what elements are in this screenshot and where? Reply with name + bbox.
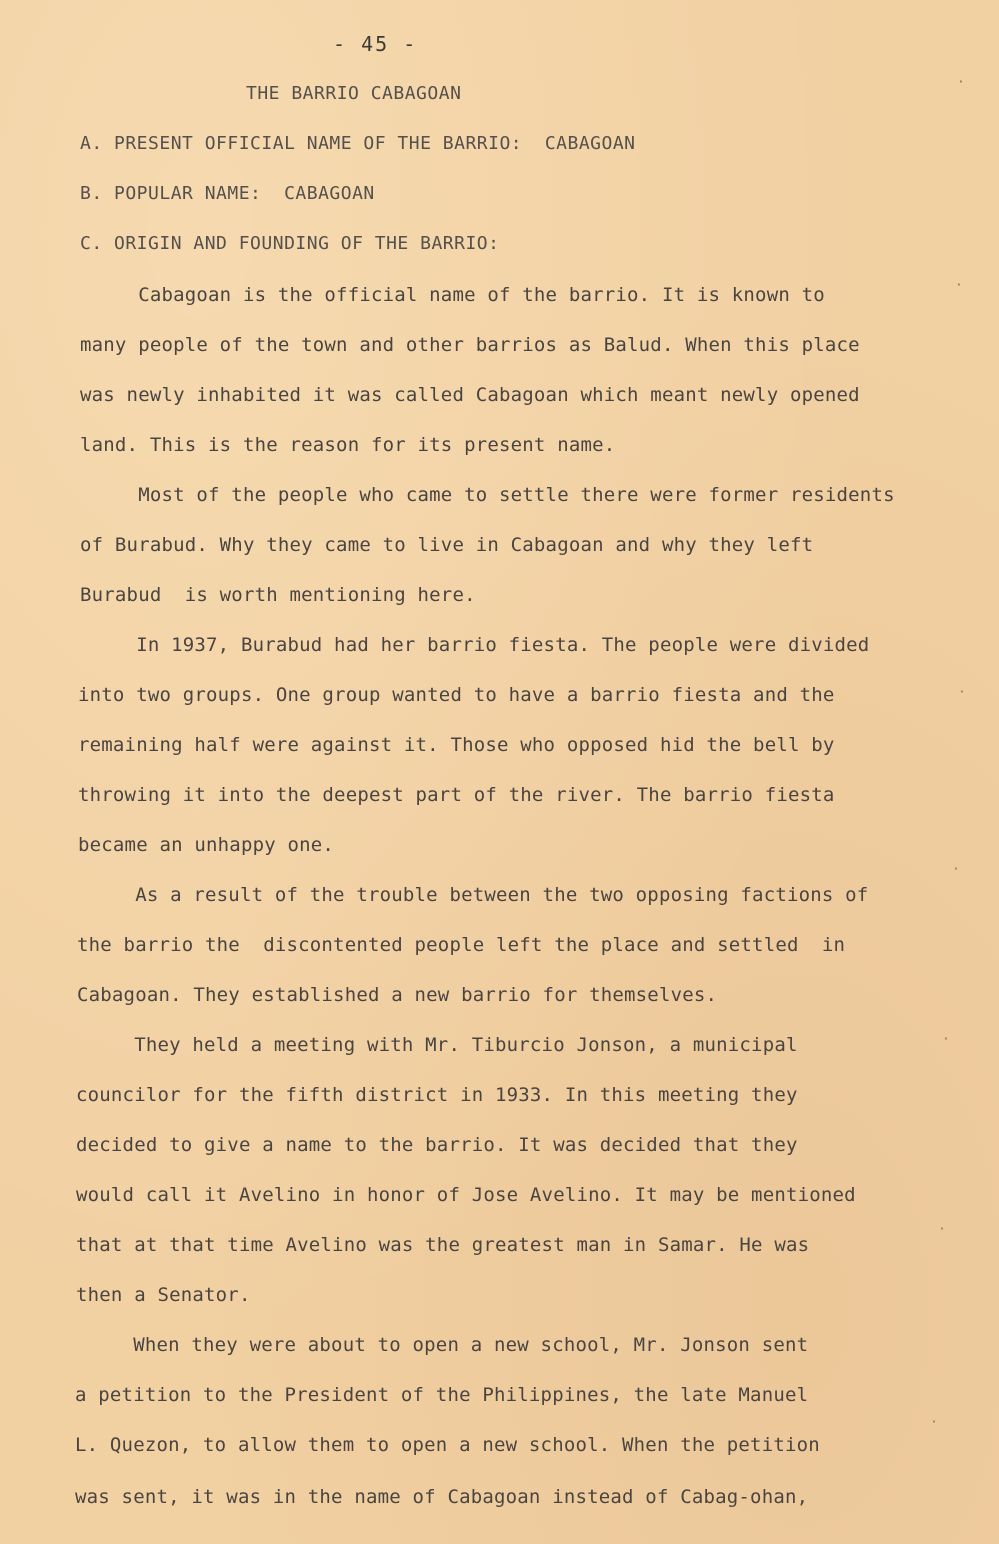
margin-speck: · [930, 1415, 938, 1430]
paragraph-line: As a result of the trouble between the two opposing factions of [77, 884, 869, 906]
heading-popular-name: B. POPULAR NAME: CABAGOAN [80, 183, 375, 204]
paragraph-line: became an unhappy one. [78, 834, 335, 856]
paragraph-line: a petition to the President of the Philippines, the late Manuel [75, 1384, 809, 1406]
paragraph-line: remaining half were against it. Those who opposed hid the bell by [78, 734, 835, 756]
paragraph-line: was sent, it was in the name of Cabagoan instead of Cabag-ohan, [75, 1486, 809, 1508]
paragraph-line: the barrio the discontented people left the place and settled in [77, 934, 846, 956]
paragraph-line: of Burabud. Why they came to live in Cabagoan and why they left [80, 534, 814, 556]
page-number: - 45 - [333, 32, 418, 56]
paragraph-line: then a Senator. [76, 1284, 251, 1306]
paragraph-line: land. This is the reason for its present name. [80, 434, 616, 456]
paragraph-line: Burabud is worth mentioning here. [80, 584, 476, 606]
paragraph-line: decided to give a name to the barrio. It was decided that they [76, 1134, 798, 1156]
margin-speck: · [957, 75, 965, 90]
margin-speck: · [955, 278, 963, 293]
paragraph-line: was newly inhabited it was called Cabagoan which meant newly opened [80, 384, 860, 406]
margin-speck: · [952, 862, 960, 877]
paragraph-line: Cabagoan is the official name of the barrio. It is known to [80, 284, 825, 306]
paragraph-line: throwing it into the deepest part of the river. The barrio fiesta [78, 784, 835, 806]
paragraph-line: councilor for the fifth district in 1933. In this meeting they [76, 1084, 798, 1106]
paragraph-line: In 1937, Burabud had her barrio fiesta. The people were divided [78, 634, 870, 656]
margin-speck: · [958, 685, 966, 700]
paragraph-line: Cabagoan. They established a new barrio for themselves. [77, 984, 718, 1006]
paragraph-line: into two groups. One group wanted to have a barrio fiesta and the [78, 684, 835, 706]
paragraph-line: would call it Avelino in honor of Jose Avelino. It may be mentioned [76, 1184, 856, 1206]
heading-present-official-name: A. PRESENT OFFICIAL NAME OF THE BARRIO: CABAGOAN [80, 133, 636, 154]
paragraph-line: Most of the people who came to settle there were former residents [80, 484, 895, 506]
paragraph-line: They held a meeting with Mr. Tiburcio Jonson, a municipal [76, 1034, 798, 1056]
paragraph-line: When they were about to open a new school, Mr. Jonson sent [75, 1334, 809, 1356]
paragraph-line: L. Quezon, to allow them to open a new school. When the petition [75, 1434, 820, 1456]
heading-origin-and-founding: C. ORIGIN AND FOUNDING OF THE BARRIO: [80, 233, 500, 254]
margin-speck: · [942, 1032, 950, 1047]
margin-speck: · [938, 1222, 946, 1237]
paragraph-line: many people of the town and other barrios as Balud. When this place [80, 334, 860, 356]
paragraph-line: that at that time Avelino was the greatest man in Samar. He was [76, 1234, 810, 1256]
document-title: THE BARRIO CABAGOAN [246, 83, 462, 104]
